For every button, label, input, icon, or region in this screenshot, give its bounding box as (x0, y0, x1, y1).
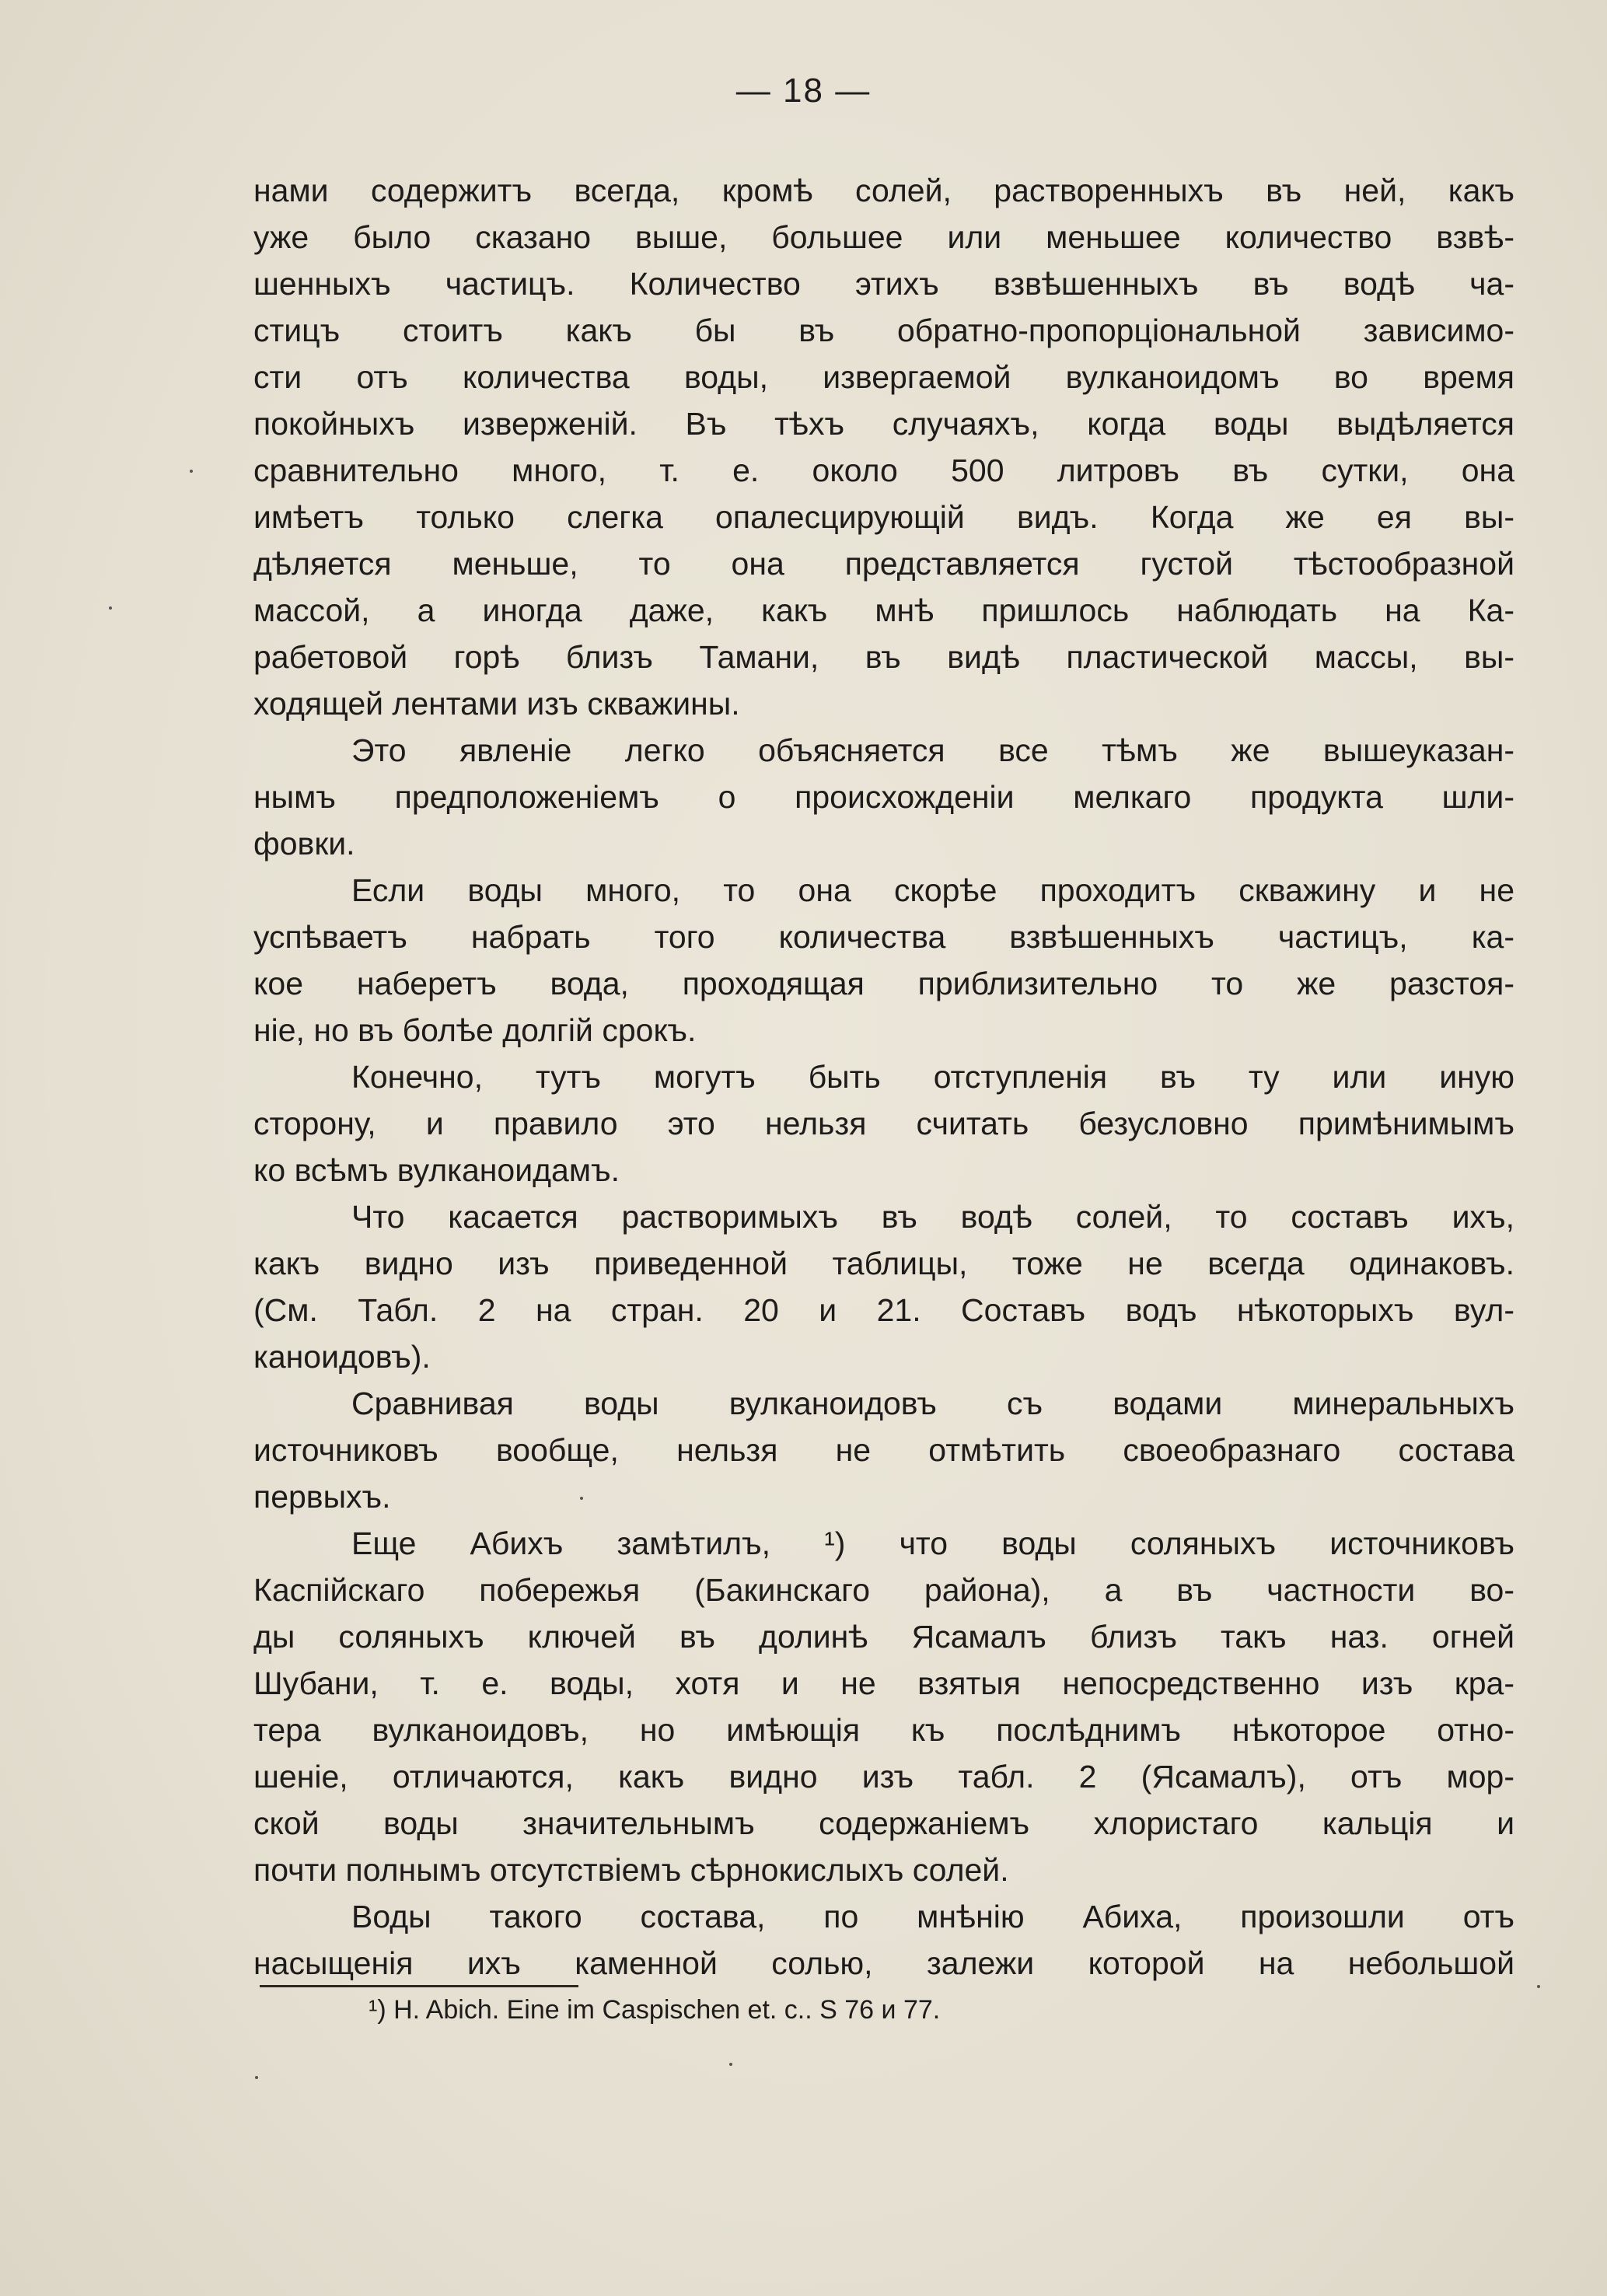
text-line: нымъ предположеніемъ о происхожденіи мелкаго продукта шли- (253, 779, 1514, 815)
text-line: Воды такого состава, по мнѣнію Абиха, произошли отъ (351, 1899, 1514, 1934)
text-line: ко всѣмъ вулканоидамъ. (253, 1152, 620, 1188)
text-line: Конечно, тутъ могутъ быть отступленія въ ту или иную (351, 1059, 1514, 1095)
scan-speck (1537, 1985, 1540, 1988)
footnote (369, 1990, 940, 2029)
text-line: источниковъ вообще, нельзя не отмѣтить своеобразнаго состава (253, 1432, 1514, 1468)
text-line: стицъ стоитъ какъ бы въ обратно-пропорціональной зависимо- (253, 313, 1514, 348)
text-line: шенныхъ частицъ. Количество этихъ взвѣшенныхъ въ водѣ ча- (253, 266, 1514, 302)
text-line: Каспійскаго побережья (Бакинскаго района), а въ частности во- (253, 1572, 1514, 1608)
scan-speck (255, 2076, 258, 2079)
text-line: ніе, но въ болѣе долгій срокъ. (253, 1012, 697, 1048)
text-line: почти полнымъ отсутствіемъ сѣрнокислыхъ солей. (253, 1852, 1009, 1888)
scan-speck (190, 470, 193, 473)
page-number: — 18 — (735, 72, 872, 110)
text-line: успѣваетъ набрать того количества взвѣшенныхъ частицъ, ка- (253, 919, 1514, 955)
text-line: насыщенія ихъ каменной солью, залежи которой на небольшой (253, 1945, 1514, 1981)
footnote-divider (260, 1985, 578, 1987)
text-line: каноидовъ). (253, 1339, 431, 1375)
text-line: Еще Абихъ замѣтилъ, ¹) что воды соляныхъ источниковъ (351, 1525, 1514, 1561)
text-line: тера вулканоидовъ, но имѣющія къ послѣднимъ нѣкоторое отно- (253, 1712, 1514, 1748)
scan-speck (580, 1497, 583, 1500)
footnote-text: H. Abich. Eine im Caspischen et. c.. S 76 и 77. (393, 1995, 941, 2025)
body-text (253, 167, 1514, 1987)
text-line: Это явленіе легко объясняется все тѣмъ же вышеуказан- (351, 732, 1514, 768)
text-line: первыхъ. (253, 1479, 391, 1515)
text-line: какъ видно изъ приведенной таблицы, тоже не всегда одинаковъ. (253, 1246, 1514, 1281)
text-line: массой, а иногда даже, какъ мнѣ пришлось наблюдать на Ка- (253, 592, 1514, 628)
text-line: Что касается растворимыхъ въ водѣ солей, то составъ ихъ, (351, 1199, 1514, 1235)
text-line: сравнительно много, т. е. около 500 литровъ въ сутки, она (253, 453, 1514, 488)
text-line: Шубани, т. е. воды, хотя и не взятыя непосредственно изъ кра- (253, 1665, 1514, 1701)
text-line: имѣетъ только слегка опалесцирующій видъ. Когда же ея вы- (253, 499, 1514, 535)
text-line: ды соляныхъ ключей въ долинѣ Ясамалъ близъ такъ наз. огней (253, 1619, 1514, 1655)
text-line: фовки. (253, 826, 355, 861)
text-line: рабетовой горѣ близъ Тамани, въ видѣ пластической массы, вы- (253, 639, 1514, 675)
text-line: покойныхъ изверженій. Въ тѣхъ случаяхъ, когда воды выдѣляется (253, 406, 1514, 442)
text-line: сти отъ количества воды, извергаемой вулканоидомъ во время (253, 359, 1514, 395)
text-line: Если воды много, то она скорѣе проходитъ скважину и не (351, 872, 1514, 908)
text-line: шеніе, отличаются, какъ видно изъ табл. 2 (Ясамалъ), отъ мор- (253, 1759, 1514, 1795)
text-line: ходящей лентами изъ скважины. (253, 686, 740, 722)
text-line: (См. Табл. 2 на стран. 20 и 21. Составъ водъ нѣкоторыхъ вул- (253, 1292, 1514, 1328)
footnote-marker: ¹) (369, 1995, 386, 2025)
text-line: сторону, и правило это нельзя считать безусловно примѣнимымъ (253, 1106, 1514, 1141)
text-line: ской воды значительнымъ содержаніемъ хлористаго кальція и (253, 1805, 1514, 1841)
text-line: дѣляется меньше, то она представляется густой тѣстообразной (253, 546, 1514, 582)
scan-speck (109, 606, 112, 610)
text-line: кое наберетъ вода, проходящая приблизительно то же разстоя- (253, 966, 1514, 1001)
text-line: нами содержитъ всегда, кромѣ солей, растворенныхъ въ ней, какъ (253, 173, 1514, 208)
text-line: Сравнивая воды вулканоидовъ съ водами минеральныхъ (351, 1386, 1514, 1421)
scan-speck (729, 2063, 732, 2066)
text-line: уже было сказано выше, большее или меньшее количество взвѣ- (253, 219, 1514, 255)
